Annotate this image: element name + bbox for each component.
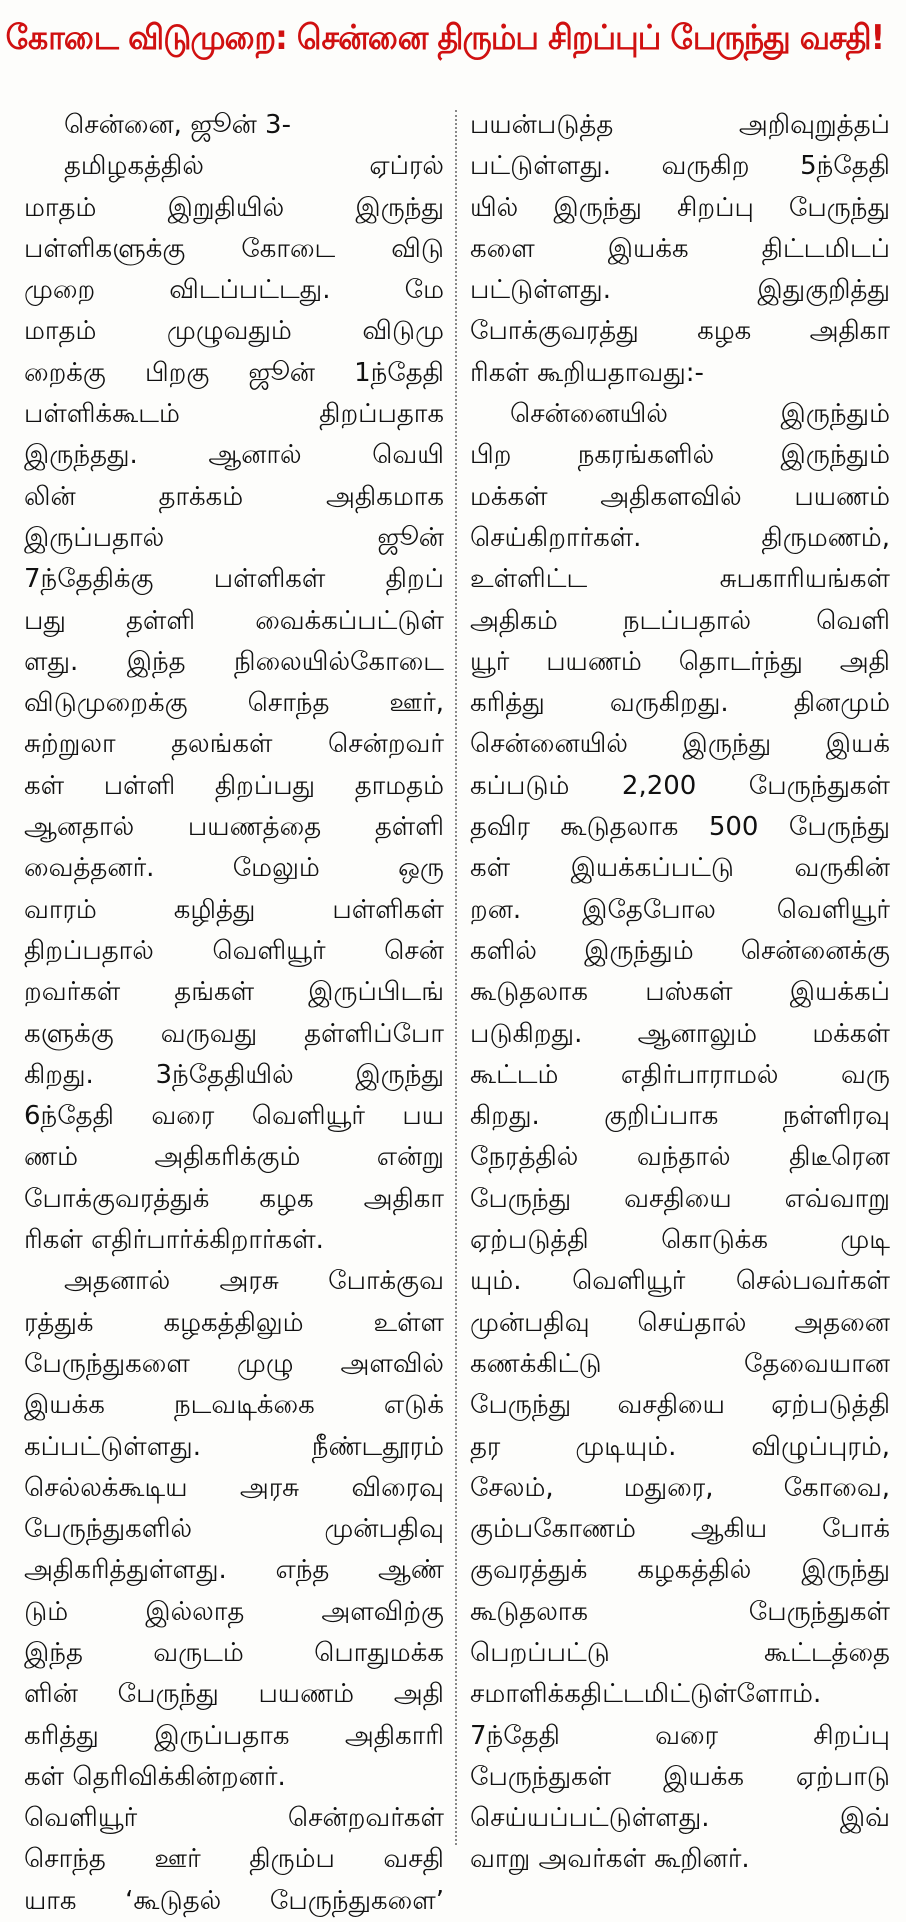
article-line: கள் இயக்கப்பட்டு வருகின் xyxy=(470,853,890,884)
article-line: 7ந்தேதிக்கு பள்ளிகள் திறப் xyxy=(24,564,444,595)
article-line: ஏற்படுத்தி கொடுக்க முடி xyxy=(470,1225,890,1256)
article-line: பேருந்துகளை முழு அளவில் xyxy=(24,1348,444,1379)
article-line: பது தள்ளி வைக்கப்பட்டுள் xyxy=(24,605,444,636)
article-line: பேருந்து வசதியை ஏற்படுத்தி xyxy=(470,1390,890,1421)
article-line: கப்படும் 2,200 பேருந்துகள் xyxy=(470,770,890,801)
article-line: தர முடியும். விழுப்புரம், xyxy=(470,1431,890,1462)
article-line: லின் தாக்கம் அதிகமாக xyxy=(24,481,444,512)
article-line: போக்குவரத்து கழக அதிகா xyxy=(470,316,890,347)
article-line: முறை விடப்பட்டது. மே xyxy=(24,275,444,306)
article-line: ணம் அதிகரிக்கும் என்று xyxy=(24,1142,444,1173)
article-column-left xyxy=(24,105,444,1916)
article-line: சென்னையில் இருந்து இயக் xyxy=(470,729,890,760)
article-line: படுகிறது. ஆனாலும் மக்கள் xyxy=(470,1018,890,1049)
article-line: வெளியூர் சென்றவர்கள் xyxy=(24,1803,444,1834)
article-line: செய்யப்பட்டுள்ளது. இவ் xyxy=(470,1803,890,1834)
article-line: கும்பகோணம் ஆகிய போக் xyxy=(470,1514,890,1545)
article-line: கரித்து வருகிறது. தினமும் xyxy=(470,688,890,719)
article-line: வாறு அவர்கள் கூறினர். xyxy=(470,1844,750,1875)
article-line: யூர் பயணம் தொடர்ந்து அதி xyxy=(470,646,890,677)
column-divider xyxy=(455,110,457,1845)
article-line: நேரத்தில் வந்தால் திடீரென xyxy=(470,1142,890,1173)
article-line: அதனால் அரசு போக்குவ xyxy=(64,1266,444,1297)
article-line: பேருந்துகள் இயக்க ஏற்பாடு xyxy=(470,1761,890,1792)
article-line: கள் தெரிவிக்கின்றனர். xyxy=(24,1761,286,1792)
article-line: அதிகரித்துள்ளது. எந்த ஆண் xyxy=(24,1555,444,1586)
headline: கோடை விடுமுறை: சென்னை திரும்ப சிறப்புப் பேருந்து வசதி! xyxy=(5,18,885,58)
article-line: ரத்துக் கழகத்திலும் உள்ள xyxy=(24,1307,444,1338)
article-line: கிறது. 3ந்தேதியில் இருந்து xyxy=(24,1059,444,1090)
article-line: கூடுதலாக பேருந்துகள் xyxy=(470,1596,890,1627)
article-line: வாரம் கழித்து பள்ளிகள் xyxy=(24,894,444,925)
article-line: பட்டுள்ளது. இதுகுறித்து xyxy=(470,275,890,306)
article-line: கூடுதலாக பஸ்கள் இயக்கப் xyxy=(470,977,890,1008)
article-line: டும் இல்லாத அளவிற்கு xyxy=(24,1596,444,1627)
article-line: இந்த வருடம் பொதுமக்க xyxy=(24,1637,444,1668)
article-line: கூட்டம் எதிர்பாராமல் வரு xyxy=(470,1059,890,1090)
article-line: கள் பள்ளி திறப்பது தாமதம் xyxy=(24,770,444,801)
article-line: பிற நகரங்களில் இருந்தும் xyxy=(470,440,890,471)
article-line: திறப்பதால் வெளியூர் சென் xyxy=(24,935,444,966)
article-line: களில் இருந்தும் சென்னைக்கு xyxy=(470,935,890,966)
article-line: மாதம் முழுவதும் விடுமு xyxy=(24,316,444,347)
article-column-right xyxy=(470,105,890,1875)
article-line: ளின் பேருந்து பயணம் அதி xyxy=(24,1679,444,1710)
article-line: செய்கிறார்கள். திருமணம், xyxy=(470,522,890,553)
article-line: கரித்து இருப்பதாக அதிகாரி xyxy=(24,1720,444,1751)
article-line: பேருந்து வசதியை எவ்வாறு xyxy=(470,1183,890,1214)
article-line: மக்கள் அதிகளவில் பயணம் xyxy=(470,481,890,512)
article-line: களை இயக்க திட்டமிடப் xyxy=(470,233,890,264)
article-line: ஆனதால் பயணத்தை தள்ளி xyxy=(24,812,444,843)
article-line: சென்னையில் இருந்தும் xyxy=(510,399,890,430)
article-line: 6ந்தேதி வரை வெளியூர் பய xyxy=(24,1101,444,1132)
article-line: றவர்கள் தங்கள் இருப்பிடங் xyxy=(24,977,444,1008)
article-line: கிறது. குறிப்பாக நள்ளிரவு xyxy=(470,1101,890,1132)
article-line: சுற்றுலா தலங்கள் சென்றவர் xyxy=(24,729,444,760)
article-line: ரிகள் கூறியதாவது:- xyxy=(470,357,704,388)
article-line: பெறப்பட்டு கூட்டத்தை xyxy=(470,1637,890,1668)
article-line: இயக்க நடவடிக்கை எடுக் xyxy=(24,1390,444,1421)
article-line: தமிழகத்தில் ஏப்ரல் xyxy=(64,151,444,182)
article-line: 7ந்தேதி வரை சிறப்பு xyxy=(470,1720,890,1751)
article-line: ளது. இந்த நிலையில்கோடை xyxy=(24,646,444,677)
article-line: யாக ‘கூடுதல் பேருந்துகளை’ xyxy=(24,1885,444,1916)
article-line: மாதம் இறுதியில் இருந்து xyxy=(24,192,444,223)
article-line: பள்ளிக்கூடம் திறப்பதாக xyxy=(24,399,444,430)
article-line: பயன்படுத்த அறிவுறுத்தப் xyxy=(470,110,890,140)
article-line: சமாளிக்கதிட்டமிட்டுள்ளோம். xyxy=(470,1679,822,1710)
article-line: பள்ளிகளுக்கு கோடை விடு xyxy=(24,233,444,264)
article-line: அதிகம் நடப்பதால் வெளி xyxy=(470,605,890,636)
article-line: போக்குவரத்துக் கழக அதிகா xyxy=(24,1183,444,1214)
article-line: பட்டுள்ளது. வருகிற 5ந்தேதி xyxy=(470,151,890,182)
article-line: இருந்தது. ஆனால் வெயி xyxy=(24,440,444,471)
article-line: முன்பதிவு செய்தால் அதனை xyxy=(470,1307,890,1338)
article-line: ரிகள் எதிர்பார்க்கிறார்கள். xyxy=(24,1225,324,1256)
article-line: சொந்த ஊர் திரும்ப வசதி xyxy=(24,1844,444,1875)
article-line: செல்லக்கூடிய அரசு விரைவு xyxy=(24,1472,444,1503)
article-line: பேருந்துகளில் முன்பதிவு xyxy=(24,1514,444,1545)
article-line: றன. இதேபோல வெளியூர் xyxy=(470,894,890,925)
article-line: சேலம், மதுரை, கோவை, xyxy=(470,1472,890,1503)
article-line: குவரத்துக் கழகத்தில் இருந்து xyxy=(470,1555,890,1586)
article-line: சென்னை, ஜூன் 3- xyxy=(64,110,291,140)
article-line: யும். வெளியூர் செல்பவர்கள் xyxy=(470,1266,890,1297)
article-line: கப்பட்டுள்ளது. நீண்டதூரம் xyxy=(24,1431,444,1462)
article-line: களுக்கு வருவது தள்ளிப்போ xyxy=(24,1018,444,1049)
article-line: வைத்தனர். மேலும் ஒரு xyxy=(24,853,444,884)
article-line: றைக்கு பிறகு ஜூன் 1ந்தேதி xyxy=(24,357,444,388)
article-line: யில் இருந்து சிறப்பு பேருந்து xyxy=(470,192,890,223)
article-line: உள்ளிட்ட சுபகாரியங்கள் xyxy=(470,564,890,595)
article-line: தவிர கூடுதலாக 500 பேருந்து xyxy=(470,812,890,843)
article-line: இருப்பதால் ஜூன் xyxy=(24,522,444,553)
article-line: விடுமுறைக்கு சொந்த ஊர், xyxy=(24,688,444,719)
article-line: கணக்கிட்டு தேவையான xyxy=(470,1348,890,1379)
